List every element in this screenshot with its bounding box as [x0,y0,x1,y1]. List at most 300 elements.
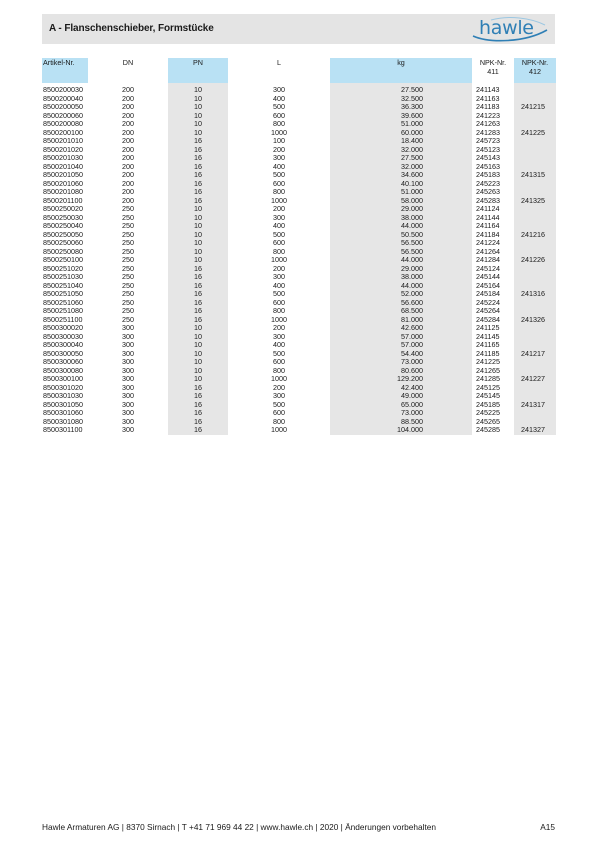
cell-npk-411: 245125 [476,383,500,392]
cell-pn: 16 [168,163,228,172]
cell-l: 400 [273,162,285,171]
cell-npk-411: 245225 [476,409,500,417]
table-row [42,350,556,359]
cell-npk-411: 241184 [476,230,500,239]
cell-artikel-nr: 8500200030 [43,86,83,94]
table-row [42,205,556,214]
cell-kg: 51.000 [330,120,472,129]
cell-kg: 29.000 [330,205,472,214]
cell-l: 1000 [271,426,287,434]
cell-kg: 44.000 [330,256,472,265]
cell-pn: 16 [168,426,228,435]
cell-pn: 10 [168,214,228,223]
cell-pn: 10 [168,112,228,121]
cell-dn: 250 [122,315,134,324]
cell-npk-412: 241216 [514,231,556,240]
cell-kg: 32.000 [330,163,472,172]
cell-npk-411: 245145 [476,392,500,400]
cell-l: 1000 [271,196,287,205]
logo-text: hawle [479,17,534,39]
cell-l: 500 [273,290,285,298]
cell-dn: 300 [122,375,134,383]
cell-artikel-nr: 8500301080 [43,417,83,426]
table-row [42,103,556,112]
cell-dn: 250 [122,213,134,222]
cell-dn: 200 [122,196,134,205]
table-row [42,188,556,197]
cell-dn: 300 [122,409,134,417]
cell-pn: 16 [168,418,228,427]
table-row [42,307,556,316]
table-row [42,316,556,325]
cell-artikel-nr: 8500201100 [43,196,83,205]
cell-l: 300 [273,213,285,222]
cell-pn: 16 [168,290,228,299]
table-row [42,197,556,206]
cell-kg: 56.500 [330,248,472,257]
cell-npk-412 [514,239,556,248]
cell-dn: 200 [122,171,134,179]
cell-npk-411: 245124 [476,264,500,273]
cell-kg: 32.500 [330,95,472,104]
cell-npk-411: 241225 [476,358,500,366]
cell-dn: 200 [122,120,134,128]
cell-l: 800 [273,247,285,256]
cell-pn: 10 [168,120,228,129]
cell-npk-412 [514,367,556,376]
npk412-label: NPK-Nr. [521,58,549,67]
table-row [42,290,556,299]
cell-dn: 200 [122,179,134,188]
table-row [42,154,556,163]
cell-npk-411: 245184 [476,290,500,298]
cell-kg: 104.000 [330,426,472,435]
table-header-row [42,58,556,83]
table-row [42,375,556,384]
cell-npk-412: 241315 [514,171,556,180]
table-row [42,239,556,248]
cell-npk-411: 241223 [476,111,500,120]
cell-l: 300 [273,154,285,162]
cell-npk-412: 241225 [514,129,556,138]
cell-npk-411: 241164 [476,222,500,230]
cell-artikel-nr: 8500251040 [43,281,83,290]
table-row [42,358,556,367]
cell-npk-411: 241263 [476,120,500,128]
cell-npk-411: 241163 [476,94,500,103]
npk412-number: 412 [529,67,541,76]
cell-npk-412 [514,418,556,427]
cell-l: 400 [273,222,285,230]
col-header-dn: DN [122,58,134,67]
cell-kg: 32.000 [330,146,472,155]
cell-l: 100 [273,137,285,145]
cell-dn: 200 [122,128,134,137]
cell-l: 200 [273,264,285,273]
cell-l: 600 [273,409,285,417]
cell-pn: 10 [168,231,228,240]
cell-pn: 10 [168,129,228,138]
cell-npk-412 [514,273,556,282]
table-row [42,341,556,350]
cell-artikel-nr: 8500300080 [43,366,83,375]
cell-l: 200 [273,324,285,332]
cell-npk-412 [514,146,556,155]
table-row [42,86,556,95]
cell-pn: 16 [168,307,228,316]
cell-kg: 81.000 [330,316,472,325]
cell-npk-411: 245163 [476,162,500,171]
cell-artikel-nr: 8500250100 [43,256,83,264]
cell-kg: 42.400 [330,384,472,393]
table-row [42,146,556,155]
cell-dn: 250 [122,222,134,230]
cell-artikel-nr: 8500201010 [43,137,83,145]
table-row [42,333,556,342]
cell-kg: 73.000 [330,358,472,367]
cell-l: 1000 [271,375,287,383]
cell-l: 800 [273,417,285,426]
cell-pn: 10 [168,205,228,214]
cell-npk-411: 241125 [476,324,500,332]
cell-pn: 10 [168,103,228,112]
cell-npk-412: 241325 [514,197,556,206]
cell-artikel-nr: 8500300030 [43,332,83,341]
cell-npk-411: 241124 [476,205,500,213]
cell-pn: 10 [168,333,228,342]
cell-dn: 200 [122,86,134,94]
cell-pn: 16 [168,188,228,197]
cell-npk-411: 245143 [476,154,500,162]
cell-dn: 200 [122,103,134,111]
page-number: A15 [540,822,555,832]
cell-artikel-nr: 8500300060 [43,358,83,366]
product-table [42,58,556,435]
cell-artikel-nr: 8500301050 [43,400,83,409]
cell-pn: 10 [168,95,228,104]
cell-l: 300 [273,273,285,281]
cell-pn: 10 [168,86,228,95]
cell-pn: 16 [168,265,228,274]
cell-npk-411: 241285 [476,375,500,383]
cell-artikel-nr: 8500200080 [43,120,83,128]
cell-l: 500 [273,230,285,239]
cell-dn: 250 [122,264,134,273]
table-row [42,95,556,104]
cell-npk-412 [514,112,556,121]
cell-l: 500 [273,400,285,409]
cell-kg: 68.500 [330,307,472,316]
table-row [42,222,556,231]
table-row [42,282,556,291]
cell-artikel-nr: 8500301060 [43,409,83,417]
cell-npk-412 [514,188,556,197]
table-row [42,392,556,401]
cell-npk-412 [514,205,556,214]
cell-npk-411: 241183 [476,103,500,111]
cell-l: 200 [273,383,285,392]
cell-kg: 56.600 [330,299,472,308]
cell-l: 500 [273,349,285,358]
cell-l: 600 [273,179,285,188]
table-row [42,401,556,410]
table-row [42,265,556,274]
cell-l: 800 [273,188,285,196]
cell-npk-411: 245283 [476,196,500,205]
cell-kg: 56.500 [330,239,472,248]
cell-kg: 73.000 [330,409,472,418]
cell-npk-412 [514,333,556,342]
cell-artikel-nr: 8500201060 [43,179,83,188]
table-row [42,426,556,435]
cell-artikel-nr: 8500300100 [43,375,83,383]
hawle-logo [469,16,551,42]
cell-l: 500 [273,171,285,179]
cell-kg: 44.000 [330,222,472,231]
cell-pn: 10 [168,341,228,350]
cell-npk-412: 241316 [514,290,556,299]
cell-pn: 10 [168,375,228,384]
cell-npk-411: 241165 [476,341,500,349]
col-header-npk412 [514,58,556,83]
cell-pn: 16 [168,316,228,325]
page-header [42,14,555,44]
cell-pn: 16 [168,409,228,418]
cell-npk-412: 241215 [514,103,556,112]
cell-l: 300 [273,86,285,94]
cell-artikel-nr: 8500250040 [43,222,83,230]
cell-kg: 39.600 [330,112,472,121]
cell-npk-412 [514,358,556,367]
cell-npk-412 [514,409,556,418]
cell-npk-411: 241145 [476,332,500,341]
cell-artikel-nr: 8500250050 [43,230,83,239]
cell-artikel-nr: 8500201020 [43,145,83,154]
cell-artikel-nr: 8500251020 [43,264,83,273]
cell-npk-411: 245223 [476,179,500,188]
cell-dn: 200 [122,154,134,162]
cell-npk-412: 241327 [514,426,556,435]
cell-dn: 300 [122,341,134,349]
cell-npk-411: 245285 [476,426,500,434]
cell-kg: 40.100 [330,180,472,189]
cell-npk-412 [514,392,556,401]
cell-kg: 34.600 [330,171,472,180]
cell-npk-412: 241226 [514,256,556,265]
cell-artikel-nr: 8500201030 [43,154,83,162]
cell-pn: 10 [168,358,228,367]
cell-npk-411: 241265 [476,366,500,375]
cell-artikel-nr: 8500201050 [43,171,83,179]
cell-artikel-nr: 8500251030 [43,273,83,281]
cell-artikel-nr: 8500200100 [43,128,83,137]
cell-artikel-nr: 8500300040 [43,341,83,349]
cell-npk-412 [514,299,556,308]
table-row [42,324,556,333]
cell-dn: 200 [122,111,134,120]
cell-npk-411: 241144 [476,213,500,222]
table-row [42,112,556,121]
cell-pn: 16 [168,146,228,155]
table-row [42,129,556,138]
cell-kg: 54.400 [330,350,472,359]
cell-npk-411: 245263 [476,188,500,196]
cell-pn: 16 [168,401,228,410]
cell-artikel-nr: 8500250030 [43,213,83,222]
cell-dn: 300 [122,383,134,392]
cell-artikel-nr: 8500250060 [43,239,83,247]
col-header-l: L [277,58,281,67]
cell-artikel-nr: 8500200050 [43,103,83,111]
cell-l: 200 [273,205,285,213]
cell-dn: 300 [122,366,134,375]
cell-l: 600 [273,111,285,120]
table-row [42,256,556,265]
cell-pn: 10 [168,248,228,257]
cell-kg: 60.000 [330,129,472,138]
col-header-pn: PN [168,58,228,83]
cell-l: 1000 [271,315,287,324]
col-header-npk411 [472,58,514,83]
cell-dn: 250 [122,230,134,239]
page-title: A - Flanschenschieber, Formstücke [49,23,214,34]
cell-npk-411: 241185 [476,349,500,358]
cell-l: 300 [273,332,285,341]
cell-kg: 57.000 [330,341,472,350]
cell-dn: 250 [122,307,134,315]
cell-pn: 10 [168,350,228,359]
cell-l: 400 [273,281,285,290]
cell-l: 500 [273,103,285,111]
cell-dn: 300 [122,324,134,332]
cell-kg: 27.500 [330,86,472,95]
cell-npk-412: 241317 [514,401,556,410]
cell-kg: 50.500 [330,231,472,240]
cell-npk-411: 241284 [476,256,500,264]
cell-pn: 10 [168,324,228,333]
cell-kg: 58.000 [330,197,472,206]
cell-kg: 49.000 [330,392,472,401]
cell-kg: 88.500 [330,418,472,427]
col-header-artikel: Artikel-Nr. [42,58,88,83]
cell-npk-411: 245123 [476,145,500,154]
cell-dn: 300 [122,417,134,426]
cell-kg: 44.000 [330,282,472,291]
cell-npk-411: 245723 [476,137,500,145]
cell-l: 400 [273,341,285,349]
cell-pn: 10 [168,256,228,265]
cell-artikel-nr: 8500301100 [43,426,83,434]
cell-kg: 65.000 [330,401,472,410]
cell-pn: 16 [168,154,228,163]
cell-dn: 250 [122,256,134,264]
cell-pn: 16 [168,273,228,282]
cell-npk-412 [514,86,556,95]
cell-pn: 16 [168,137,228,146]
cell-pn: 16 [168,299,228,308]
table-body [42,83,556,435]
table-row [42,299,556,308]
cell-npk-412 [514,384,556,393]
cell-dn: 200 [122,162,134,171]
table-row [42,137,556,146]
cell-kg: 51.000 [330,188,472,197]
cell-l: 600 [273,239,285,247]
cell-dn: 200 [122,145,134,154]
table-row [42,384,556,393]
cell-l: 800 [273,307,285,315]
cell-npk-412 [514,324,556,333]
cell-npk-411: 241224 [476,239,500,247]
cell-l: 600 [273,358,285,366]
cell-kg: 57.000 [330,333,472,342]
cell-npk-411: 245224 [476,298,500,307]
cell-npk-412 [514,341,556,350]
cell-artikel-nr: 8500251050 [43,290,83,298]
cell-npk-412: 241326 [514,316,556,325]
cell-dn: 250 [122,290,134,298]
cell-dn: 200 [122,94,134,103]
cell-pn: 16 [168,171,228,180]
cell-npk-411: 241264 [476,247,500,256]
cell-pn: 16 [168,180,228,189]
table-row [42,120,556,129]
cell-npk-411: 245185 [476,400,500,409]
cell-pn: 10 [168,239,228,248]
cell-dn: 300 [122,358,134,366]
cell-npk-411: 245183 [476,171,500,179]
cell-npk-412 [514,282,556,291]
cell-kg: 29.000 [330,265,472,274]
cell-artikel-nr: 8500300020 [43,324,83,332]
cell-npk-412 [514,214,556,223]
cell-npk-412 [514,180,556,189]
cell-l: 800 [273,366,285,375]
cell-npk-412 [514,248,556,257]
cell-dn: 300 [122,332,134,341]
cell-npk-412: 241227 [514,375,556,384]
cell-dn: 250 [122,298,134,307]
table-row [42,180,556,189]
cell-artikel-nr: 8500200060 [43,111,83,120]
cell-artikel-nr: 8500301030 [43,392,83,400]
cell-l: 1000 [271,128,287,137]
cell-artikel-nr: 8500200040 [43,94,83,103]
cell-npk-412 [514,163,556,172]
cell-pn: 10 [168,367,228,376]
cell-dn: 200 [122,188,134,196]
cell-kg: 27.500 [330,154,472,163]
cell-npk-412 [514,265,556,274]
table-row [42,231,556,240]
cell-npk-412 [514,307,556,316]
cell-dn: 200 [122,137,134,145]
cell-artikel-nr: 8500251060 [43,298,83,307]
npk411-label: NPK-Nr. [479,58,507,67]
footer-text: Hawle Armaturen AG | 8370 Sirnach | T +41 71 969 44 22 | www.hawle.ch | 2020 | Änderungen vorbehalten [42,822,436,832]
cell-kg: 38.000 [330,214,472,223]
cell-pn: 16 [168,197,228,206]
table-row [42,214,556,223]
cell-l: 400 [273,94,285,103]
cell-dn: 300 [122,426,134,434]
cell-pn: 16 [168,392,228,401]
cell-npk-412 [514,154,556,163]
cell-kg: 18.400 [330,137,472,146]
cell-npk-412 [514,222,556,231]
cell-l: 600 [273,298,285,307]
cell-dn: 300 [122,349,134,358]
